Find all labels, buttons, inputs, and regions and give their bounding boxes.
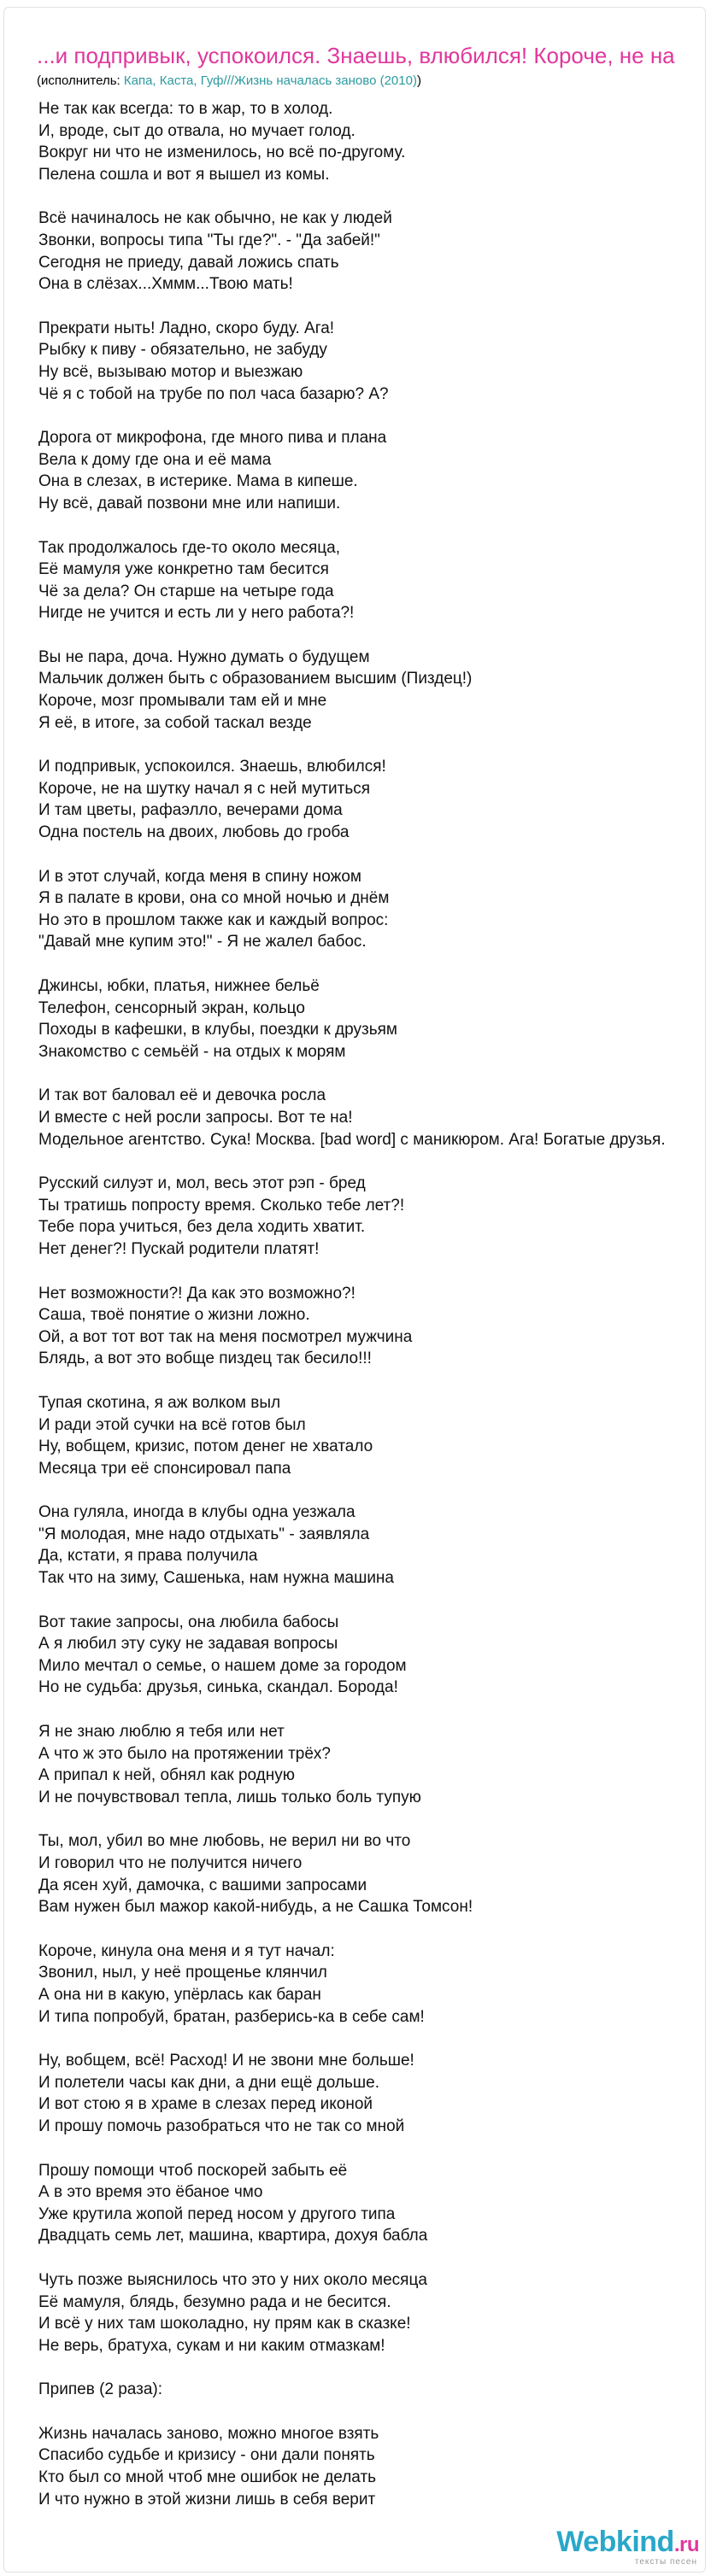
lyrics-line: Походы в кафешки, в клубы, поездки к друзьям xyxy=(38,1021,397,1039)
lyrics-line: И, вроде, сыт до отвала, но мучает голод. xyxy=(38,121,356,140)
lyrics-line: Блядь, а вот это вобще пиздец так бесило!!! xyxy=(38,1349,372,1368)
song-title: ...и подпривык, успокоился. Знаешь, влюбился! Короче, не на xyxy=(37,43,675,68)
lyrics-line: И типа попробуй, братан, разберись-ка в себе сам! xyxy=(38,2007,425,2026)
lyrics-line: Не так как всегда: то в жар, то в холод. xyxy=(38,100,333,118)
lyrics-line: Ну, вобщем, кризис, потом денег не хватало xyxy=(38,1437,373,1456)
lyrics-line: Одна постель на двоих, любовь до гроба xyxy=(38,823,350,842)
lyrics-line: Русский силуэт и, мол, весь этот рэп - бред xyxy=(38,1174,366,1193)
lyrics-line: Чё я с тобой на трубе по пол часа базарю? А? xyxy=(38,384,389,403)
lyrics-stanza xyxy=(38,756,711,843)
logo-wordmark xyxy=(556,2526,699,2561)
lyrics-line: И подпривык, успокоился. Знаешь, влюбился! xyxy=(38,758,386,776)
lyrics-line: Короче, кинула она меня и я тут начал: xyxy=(38,1941,335,1960)
lyrics-line: Знакомство с семьёй - на отдых к морям xyxy=(38,1042,346,1061)
performer-links[interactable]: Капа, Каста, Гуф///Жизнь началась заново (2010) xyxy=(123,73,417,88)
lyrics-stanza xyxy=(38,2160,711,2247)
lyrics-line: А что ж это было на протяжении трёх? xyxy=(38,1744,331,1763)
lyrics-line: Она гуляла, иногда в клубы одна уезжала xyxy=(38,1503,356,1522)
lyrics-stanza xyxy=(38,1502,711,1589)
lyrics-line: И ради этой сучки на всё готов был xyxy=(38,1415,306,1434)
lyrics-line: Тебе пора учиться, без дела ходить хватит. xyxy=(38,1218,366,1237)
lyrics-line: Вела к дому где она и её мама xyxy=(38,450,272,469)
lyrics-line: Нет возможности?! Да как это возможно?! xyxy=(38,1284,356,1303)
lyrics-line: Да, кстати, я права получила xyxy=(38,1547,258,1566)
lyrics-stanza xyxy=(38,647,711,734)
lyrics-stanza xyxy=(38,427,711,514)
lyrics-stanza xyxy=(38,1283,711,1370)
lyrics-line: Уже крутила жопой перед носом у другого типа xyxy=(38,2204,396,2223)
lyrics-line: И говорил что не получится ничего xyxy=(38,1854,303,1872)
lyrics-line: Я не знаю люблю я тебя или нет xyxy=(38,1723,285,1742)
lyrics-line: Дорога от микрофона, где много пива и плана xyxy=(38,429,387,448)
lyrics-line: И вместе с ней росли запросы. Вот те на! xyxy=(38,1108,353,1127)
lyrics-line: Но это в прошлом также как и каждый вопрос: xyxy=(38,910,389,929)
lyrics-line: А она ни в какую, упёрлась как баран xyxy=(38,1985,321,2004)
lyrics-line: Мальчик должен быть с образованием высшим (Пиздец!) xyxy=(38,670,473,688)
lyrics-stanza xyxy=(38,1392,711,1479)
lyrics-line: Вы не пара, доча. Нужно думать о будущем xyxy=(38,647,370,666)
lyrics-line: Я её, в итоге, за собой таскал везде xyxy=(38,713,312,732)
lyrics-line: И не почувствовал тепла, лишь только боль тупую xyxy=(38,1788,421,1806)
lyrics-line: Чуть позже выяснилось что это у них около месяца xyxy=(38,2270,427,2289)
lyrics-line: Вокруг ни что не изменилось, но всё по-другому. xyxy=(38,143,406,162)
lyrics-line: Кто был со мной чтоб мне ошибок не делать xyxy=(38,2468,377,2487)
lyrics-line: Нигде не учится и есть ли у него работа?! xyxy=(38,604,355,623)
lyrics-line: Сегодня не приеду, давай ложись спать xyxy=(38,253,339,272)
lyrics-stanza xyxy=(38,2269,711,2356)
lyrics-line: Мило мечтал о семье, о нашем доме за городом xyxy=(38,1656,407,1675)
lyrics-line: Всё начиналось не как обычно, не как у людей xyxy=(38,209,392,228)
lyrics-stanza xyxy=(38,318,711,405)
lyrics-line: Её мамуля уже конкретно там бесится xyxy=(38,560,329,579)
lyrics-line: Припев (2 раза): xyxy=(38,2380,163,2399)
lyrics-line: Да ясен хуй, дамочка, с вашими запросами xyxy=(38,1876,367,1894)
lyrics-line: Пелена сошла и вот я вышел из комы. xyxy=(38,165,330,184)
lyrics-stanza xyxy=(38,98,711,185)
performer-label: (исполнитель: xyxy=(37,73,120,88)
lyrics-line: И прошу помочь разобраться что не так со мной xyxy=(38,2116,405,2135)
lyrics-line: Прекрати ныть! Ладно, скоро буду. Ага! xyxy=(38,319,335,337)
webkind-logo[interactable] xyxy=(520,2526,699,2567)
logo-tagline: тексты песен xyxy=(634,2557,697,2567)
lyrics-line: Спасибо судьбе и кризису - они дали понять xyxy=(38,2446,375,2465)
lyrics-stanza xyxy=(38,2379,711,2401)
lyrics-line: И так вот баловал её и девочка росла xyxy=(38,1086,326,1105)
lyrics-line: Ну всё, вызываю мотор и выезжаю xyxy=(38,362,303,381)
performer-close: ) xyxy=(416,73,421,88)
lyrics-stanza xyxy=(38,2050,711,2137)
lyrics-line: Ты, мол, убил во мне любовь, не верил ни во что xyxy=(38,1832,411,1851)
lyrics-line: "Я молодая, мне надо отдыхать" - заявляла xyxy=(38,1525,370,1543)
lyrics-line: И вот стою я в храме в слезах перед иконой xyxy=(38,2095,373,2114)
lyrics-line: Короче, мозг промывали там ей и мне xyxy=(38,692,327,711)
lyrics-line: Ой, а вот тот вот так на меня посмотрел мужчина xyxy=(38,1327,413,1346)
logo-suffix: .ru xyxy=(673,2533,699,2556)
lyrics-line: Ну всё, давай позвони мне или напиши. xyxy=(38,494,341,512)
lyrics-line: Нет денег?! Пускай родители платят! xyxy=(38,1239,320,1258)
lyrics-line: Вам нужен был мажор какой-нибудь, а не Сашка Томсон! xyxy=(38,1898,473,1917)
lyrics-line: Джинсы, юбки, платья, нижнее бельё xyxy=(38,977,320,995)
lyrics-stanza xyxy=(38,975,711,1063)
lyrics-stanza xyxy=(38,1941,711,2028)
lyrics-line: Тупая скотина, я аж волком выл xyxy=(38,1393,281,1412)
lyrics-line: И в этот случай, когда меня в спину ножом xyxy=(38,867,361,886)
lyrics-stanza xyxy=(38,866,711,953)
lyrics-stanza xyxy=(38,1612,711,1699)
lyrics-line: Она в слезах, в истерике. Мама в кипеше. xyxy=(38,472,358,491)
lyrics-line: Прошу помощи чтоб поскорей забыть её xyxy=(38,2161,348,2180)
lyrics-line: А в это время это ёбаное чмо xyxy=(38,2183,263,2202)
lyrics-line: Модельное агентство. Сука! Москва. [bad word] с маникюром. Ага! Богатые друзья. xyxy=(38,1130,666,1149)
lyrics-line: И полетели часы как дни, а дни ещё дольше. xyxy=(38,2073,380,2092)
performer-line xyxy=(37,73,421,90)
lyrics-line: Жизнь началась заново, можно многое взять xyxy=(38,2424,379,2443)
lyrics-stanza xyxy=(38,1721,711,1808)
lyrics-line: Звонки, вопросы типа "Ты где?". - "Да забей!" xyxy=(38,231,380,249)
lyrics-line: Так продолжалось где-то около месяца, xyxy=(38,538,340,557)
lyrics-line: Я в палате в крови, она со мной ночью и днём xyxy=(38,889,390,908)
lyrics-line: Саша, твоё понятие о жизни ложно. xyxy=(38,1306,310,1325)
lyrics-line: И там цветы, рафаэлло, вечерами дома xyxy=(38,801,343,820)
lyrics-stanza xyxy=(38,2423,711,2510)
lyrics-stanza xyxy=(38,1173,711,1260)
lyrics-line: И что нужно в этой жизни лишь в себя верит xyxy=(38,2490,376,2509)
lyrics-body xyxy=(38,98,711,2532)
lyrics-line: Чё за дела? Он старше на четыре года xyxy=(38,582,334,600)
lyrics-line: Телефон, сенсорный экран, кольцо xyxy=(38,998,305,1017)
lyrics-stanza xyxy=(38,537,711,624)
lyrics-stanza xyxy=(38,208,711,295)
lyrics-line: А я любил эту суку не задавая вопросы xyxy=(38,1635,338,1654)
lyrics-line: Рыбку к пиву - обязательно, не забуду xyxy=(38,341,327,360)
lyrics-line: "Давай мне купим это!" - Я не жалел бабос. xyxy=(38,933,367,951)
lyrics-line: Ты тратишь попросту время. Сколько тебе лет?! xyxy=(38,1196,405,1215)
lyrics-line: Месяца три её спонсировал папа xyxy=(38,1459,291,1478)
lyrics-stanza xyxy=(38,1085,711,1150)
lyrics-line: Но не судьба: друзья, синька, скандал. Борода! xyxy=(38,1678,398,1697)
content-frame xyxy=(3,7,706,2573)
lyrics-stanza xyxy=(38,1830,711,1917)
lyrics-line: Не верь, братуха, сукам и ни каким отмазкам! xyxy=(38,2336,385,2355)
lyrics-line: Вот такие запросы, она любила бабосы xyxy=(38,1613,339,1631)
lyrics-line: А припал к ней, обнял как родную xyxy=(38,1766,295,1785)
lyrics-line: Ну, вобщем, всё! Расход! И не звони мне больше! xyxy=(38,2052,414,2070)
lyrics-line: Двадцать семь лет, машина, квартира, дохуя бабла xyxy=(38,2227,428,2245)
lyrics-line: Так что на зиму, Сашенька, нам нужна машина xyxy=(38,1569,394,1588)
logo-main-text: Webkind xyxy=(556,2526,674,2558)
lyrics-line: Она в слёзах...Хммм...Твою мать! xyxy=(38,275,293,294)
lyrics-line: Звонил, ныл, у неё прощенье клянчил xyxy=(38,1964,327,1982)
lyrics-line: Её мамуля, блядь, безумно рада и не бесится. xyxy=(38,2292,391,2311)
lyrics-line: И всё у них там шоколадно, ну прям как в сказке! xyxy=(38,2315,411,2333)
lyrics-line: Короче, не на шутку начал я с ней мутиться xyxy=(38,779,371,798)
